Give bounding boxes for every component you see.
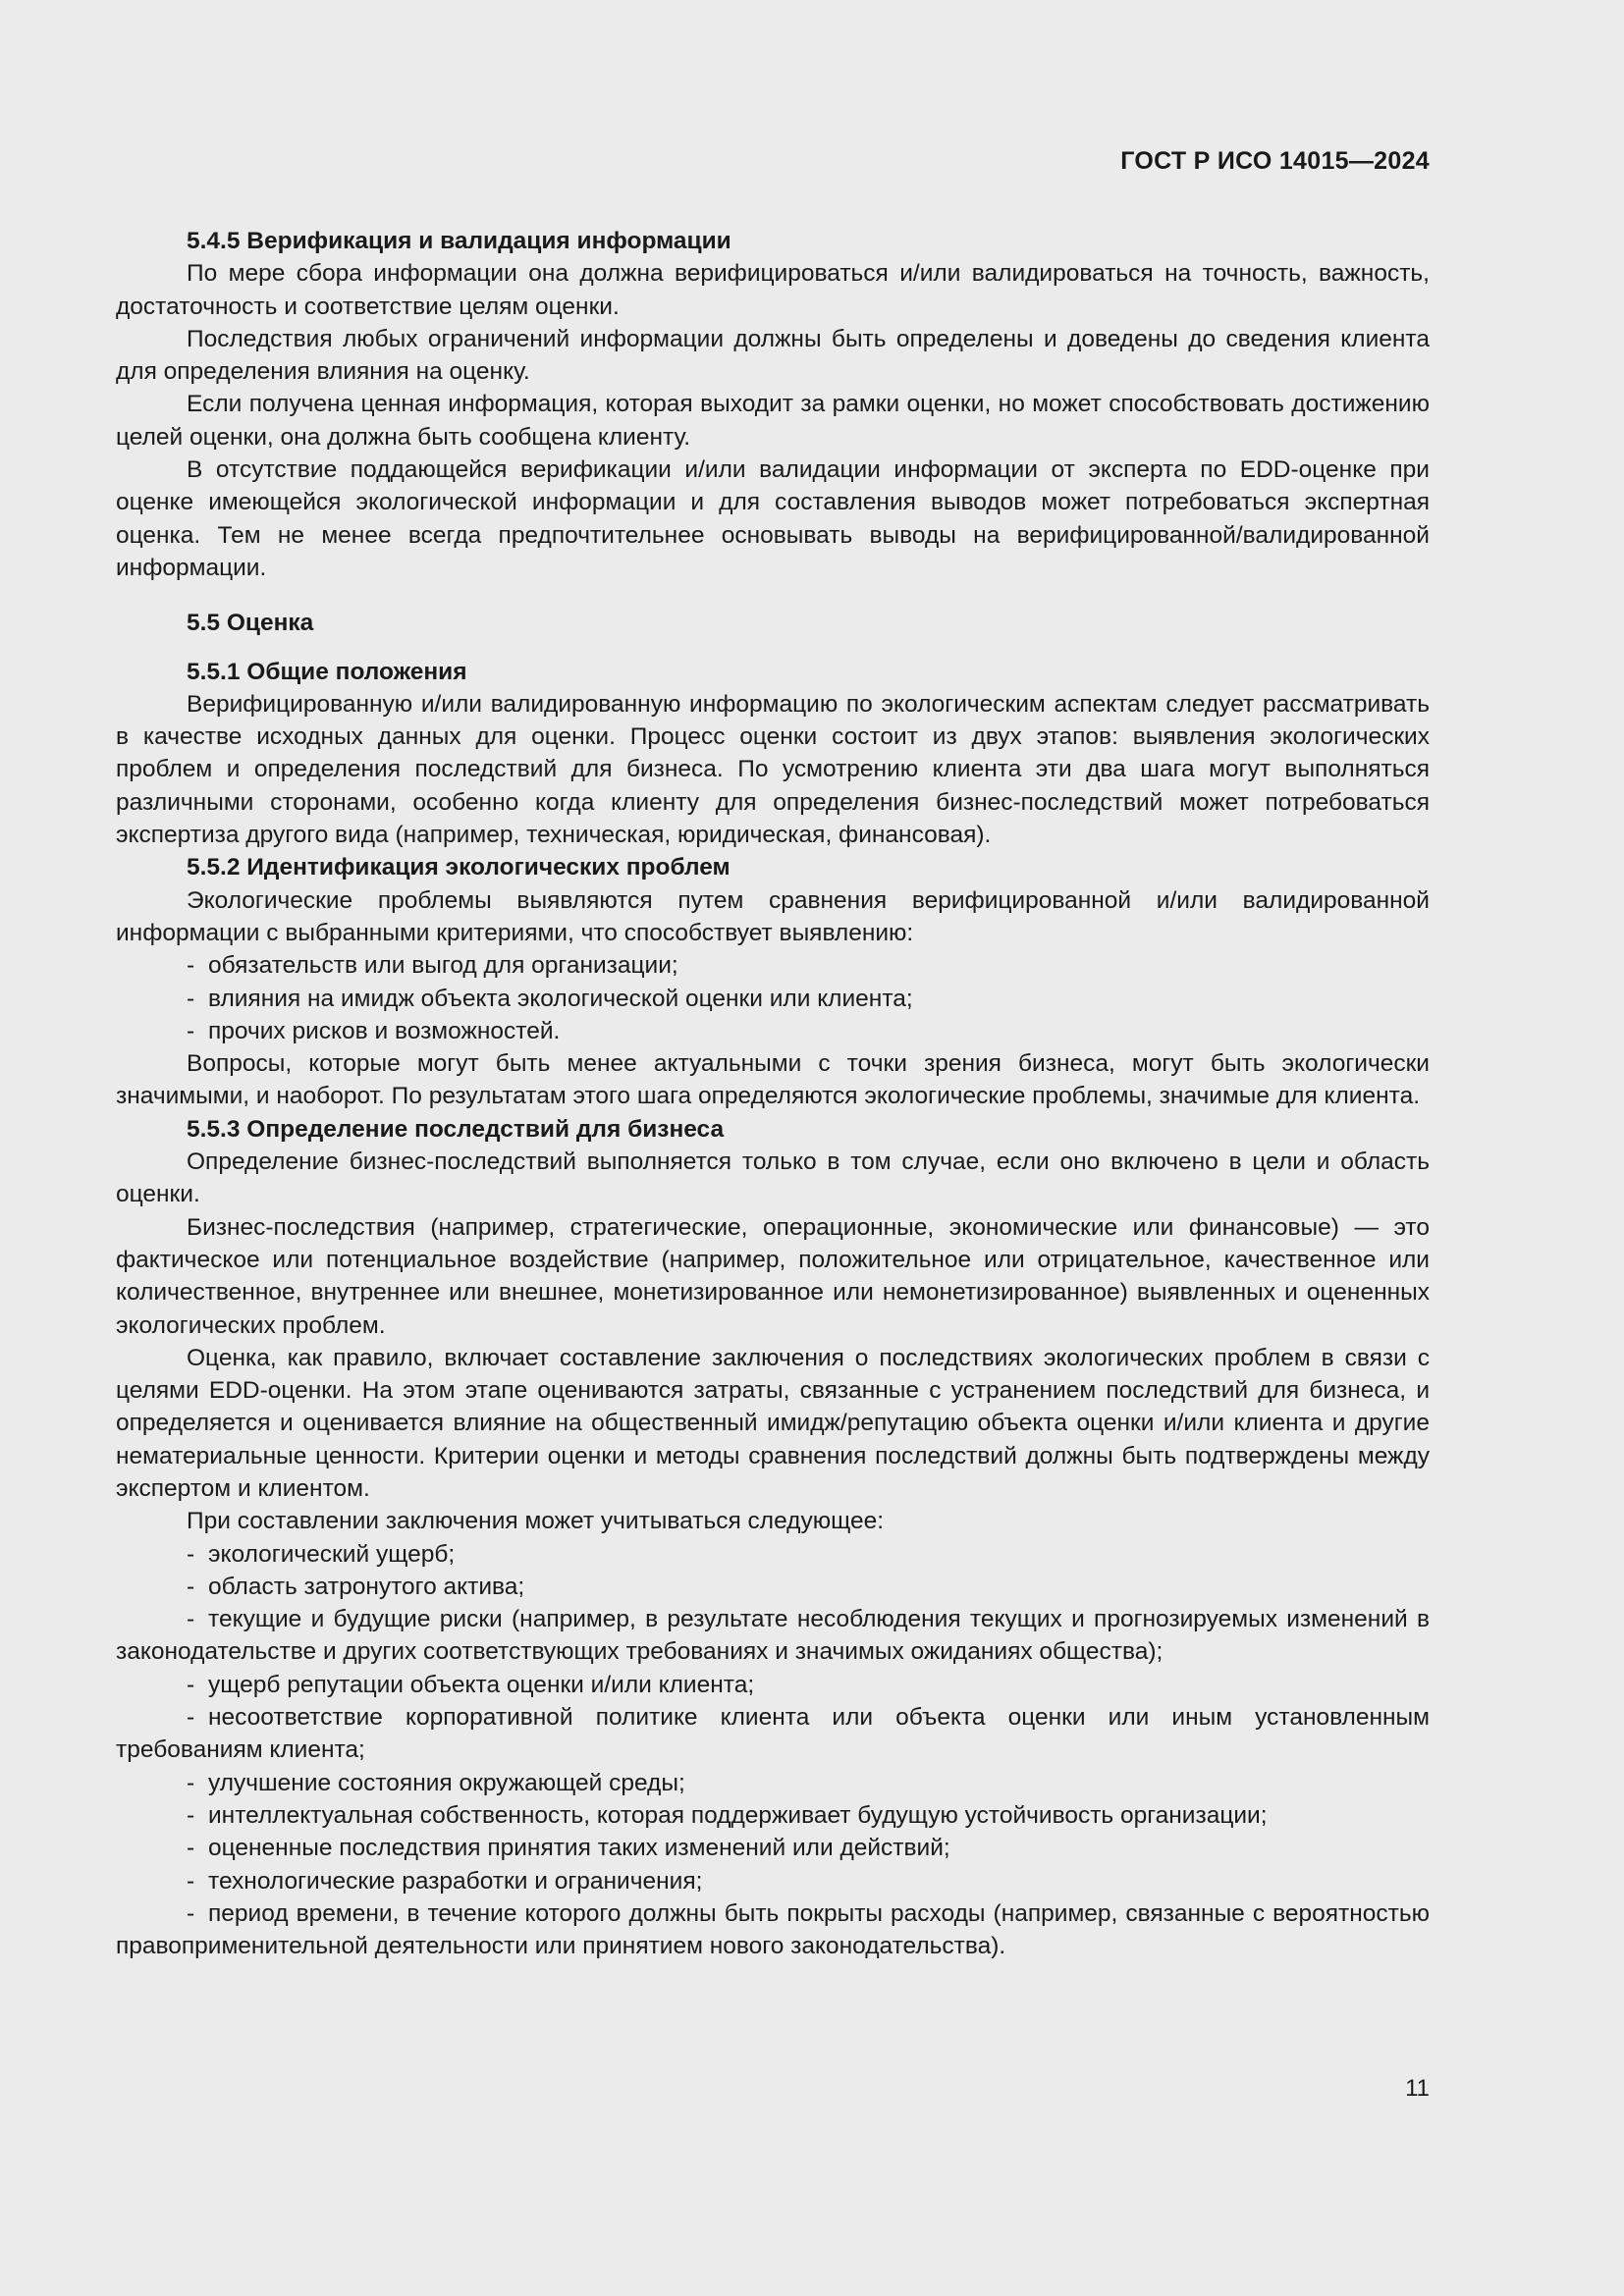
- list-item-text: несоответствие корпоративной политике клиента или объекта оценки или иным установленным требованиям клиента;: [116, 1704, 1430, 1764]
- paragraph: Оценка, как правило, включает составление заключения о последствиях экологических проблем в связи с целями EDD-оценки. На этом этапе оцениваются затраты, связанные с устранением последствий для бизнеса, и определяется и оценивается влияние на общественный имидж/репутацию объекта оценки и/или клиента и другие нематериальные ценности. Критерии оценки и методы сравнения последствий должны быть подтверждены между экспертом и клиентом.: [116, 1344, 1430, 1502]
- list-dash: -: [187, 1801, 195, 1829]
- paragraph: Определение бизнес-последствий выполняется только в том случае, если оно включено в цели и область оценки.: [116, 1148, 1430, 1208]
- list-item-text: обязательств или выгод для организации;: [208, 952, 678, 980]
- list-dash: -: [187, 1671, 195, 1698]
- list-item: [116, 1669, 1430, 1701]
- list-item-text: улучшение состояния окружающей среды;: [208, 1769, 685, 1796]
- paragraph: Верифицированную и/или валидированную информацию по экологическим аспектам следует рассматривать в качестве исходных данных для оценки. Процесс оценки состоит из двух этапов: выявления экологических проблем и определения последствий для бизнеса. По усмотрению клиента эти два шага могут выполняться различными сторонами, особенно когда клиенту для определения бизнес-последствий может потребоваться экспертиза другого вида (например, техническая, юридическая, финансовая).: [116, 690, 1430, 849]
- list-item-text: ущерб репутации объекта оценки и/или клиента;: [208, 1671, 755, 1698]
- list-item: [116, 1865, 1430, 1897]
- section-heading-5-5: 5.5 Оценка: [187, 610, 314, 637]
- list-dash: -: [187, 1017, 195, 1044]
- list-dash: -: [187, 1704, 195, 1732]
- paragraph: При составлении заключения может учитываться следующее:: [187, 1508, 885, 1535]
- list-item-text: технологические разработки и ограничения;: [208, 1867, 703, 1895]
- list-dash: -: [187, 1540, 195, 1568]
- list-dash: -: [187, 985, 195, 1012]
- list-dash: -: [187, 1606, 195, 1633]
- paragraph: Экологические проблемы выявляются путем сравнения верифицированной и/или валидированной информации с выбранными критериями, что способствует выявлению:: [116, 886, 1430, 946]
- list-item-text: экологический ущерб;: [208, 1540, 456, 1568]
- list-dash: -: [187, 1835, 195, 1862]
- list-item: [116, 1832, 1430, 1864]
- section-heading-5-5-3: 5.5.3 Определение последствий для бизнеса: [187, 1115, 725, 1143]
- list-item: [116, 1538, 1430, 1571]
- list-item-text: период времени, в течение которого должны быть покрыты расходы (например, связанные с вероятностью правоприменительной деятельности или принятием нового законодательства).: [116, 1899, 1430, 1960]
- list-item-text: влияния на имидж объекта экологической оценки или клиента;: [208, 985, 913, 1012]
- list-item-text: оцененные последствия принятия таких изменений или действий;: [208, 1835, 950, 1862]
- paragraph: Если получена ценная информация, которая выходит за рамки оценки, но может способствовать достижению целей оценки, она должна быть сообщена клиенту.: [116, 391, 1430, 451]
- paragraph: Последствия любых ограничений информации должны быть определены и доведены до сведения клиента для определения влияния на оценку.: [116, 325, 1430, 386]
- document-body: [116, 225, 1430, 1962]
- paragraph: По мере сбора информации она должна верифицироваться и/или валидироваться на точность, важность, достаточность и соответствие целям оценки.: [116, 260, 1430, 320]
- list-item: [116, 1701, 1430, 1767]
- list-dash: -: [187, 1769, 195, 1796]
- paragraph: Бизнес-последствия (например, стратегические, операционные, экономические или финансовые) — это фактическое или потенциальное воздействие (например, положительное или отрицательное, качественное или количественное, внутреннее или внешнее, монетизированное или немонетизированное) выявленных и оцененных экологических проблем.: [116, 1213, 1430, 1339]
- paragraph: Вопросы, которые могут быть менее актуальными с точки зрения бизнеса, могут быть экологически значимыми, и наоборот. По результатам этого шага определяются экологические проблемы, значимые для клиента.: [116, 1050, 1430, 1110]
- section-heading-5-4-5: 5.4.5 Верификация и валидация информации: [187, 228, 731, 254]
- list-item: [116, 1767, 1430, 1799]
- section-heading-5-5-2: 5.5.2 Идентификация экологических проблем: [187, 854, 731, 881]
- paragraph: В отсутствие поддающейся верификации и/или валидации информации от эксперта по EDD-оценке при оценке имеющейся экологической информации и для составления выводов может потребоваться экспертная оценка. Тем не менее всегда предпочтительнее основывать выводы на верифицированной/валидированной информации.: [116, 456, 1430, 581]
- list-item: [116, 949, 1430, 982]
- list-item-text: интеллектуальная собственность, которая поддерживает будущую устойчивость организации;: [208, 1801, 1268, 1829]
- page-number: 11: [1405, 2075, 1430, 2102]
- list-item: [116, 1571, 1430, 1603]
- section-heading-5-5-1: 5.5.1 Общие положения: [187, 658, 467, 685]
- list-item: [116, 1015, 1430, 1047]
- list-dash: -: [187, 1899, 195, 1927]
- list-item-text: область затронутого актива;: [208, 1573, 525, 1600]
- list-item: [116, 1897, 1430, 1963]
- list-item: [116, 1603, 1430, 1669]
- list-item: [116, 983, 1430, 1015]
- list-dash: -: [187, 952, 195, 980]
- list-item-text: текущие и будущие риски (например, в результате несоблюдения текущих и прогнозируемых изменений в законодательстве и других соответствующих требованиях и значимых ожиданиях общества);: [116, 1606, 1430, 1666]
- list-dash: -: [187, 1573, 195, 1600]
- list-dash: -: [187, 1867, 195, 1895]
- document-header: ГОСТ Р ИСО 14015—2024: [1120, 147, 1430, 175]
- list-item-text: прочих рисков и возможностей.: [208, 1017, 561, 1044]
- list-item: [116, 1799, 1430, 1832]
